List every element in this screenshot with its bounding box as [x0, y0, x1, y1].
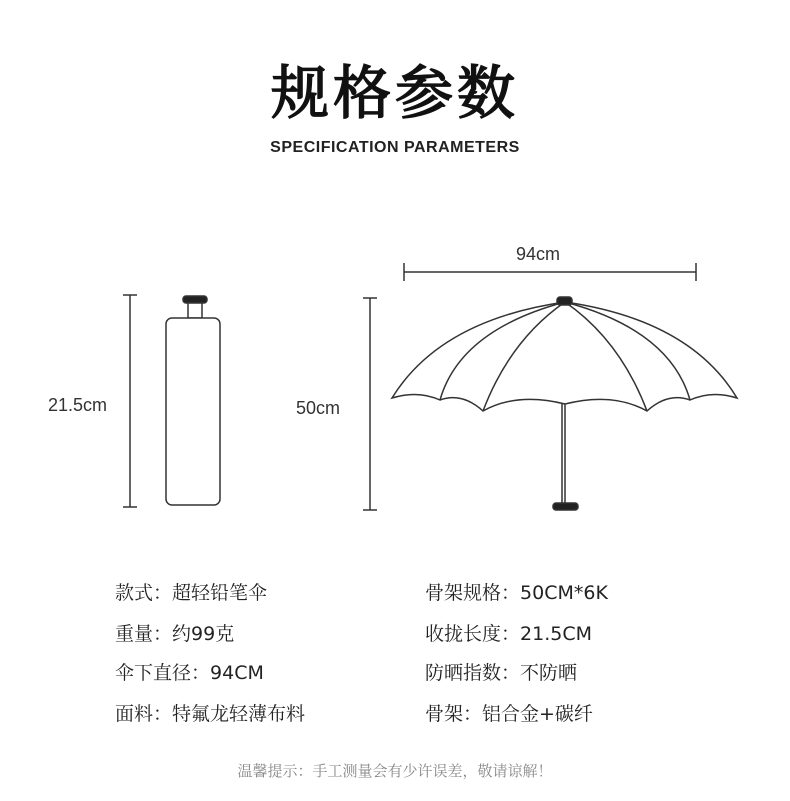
- spec-value: 超轻铅笔伞: [172, 582, 268, 604]
- spec-value: 21.5CM: [520, 623, 592, 645]
- page-subtitle: SPECIFICATION PARAMETERS: [270, 139, 520, 156]
- spec-label: 伞下直径：: [115, 662, 211, 684]
- spec-frame-material: [425, 699, 593, 726]
- spec-label: 款式：: [115, 582, 173, 604]
- spec-uv-index: [425, 658, 577, 685]
- spec-value: 特氟龙轻薄布料: [172, 703, 306, 725]
- spec-value: 50CM*6K: [520, 582, 608, 604]
- open-height-dimension-line: [363, 298, 377, 510]
- spec-value: 铝合金+碳纤: [482, 703, 593, 725]
- open-umbrella-illustration: [392, 297, 737, 510]
- spec-label: 面料：: [115, 703, 173, 725]
- spec-label: 重量：: [115, 623, 173, 645]
- spec-label: 骨架规格：: [425, 582, 521, 604]
- folded-umbrella-illustration: [166, 296, 220, 505]
- spec-weight: [115, 619, 234, 646]
- open-width-dimension-line: [404, 263, 696, 281]
- spec-value: 不防晒: [520, 662, 578, 684]
- open-width-label: 94cm: [516, 244, 561, 264]
- spec-folded-length: [425, 619, 592, 646]
- footer-note: 温馨提示：手工测量会有少许误差，敬请谅解！: [237, 762, 553, 780]
- spec-frame-spec: [425, 578, 608, 605]
- spec-label: 防晒指数：: [425, 662, 521, 684]
- spec-value: 94CM: [210, 662, 264, 684]
- folded-height-dimension-line: [123, 295, 137, 507]
- open-height-label: 50cm: [296, 398, 341, 418]
- spec-fabric: [115, 699, 305, 726]
- spec-label: 收拢长度：: [425, 623, 521, 645]
- spec-style: [115, 578, 267, 605]
- spec-diameter: [115, 658, 264, 685]
- spec-value: 约99克: [172, 623, 235, 645]
- spec-label: 骨架：: [425, 703, 483, 725]
- page-title: 规格参数: [270, 59, 519, 127]
- folded-height-label: 21.5cm: [48, 395, 108, 415]
